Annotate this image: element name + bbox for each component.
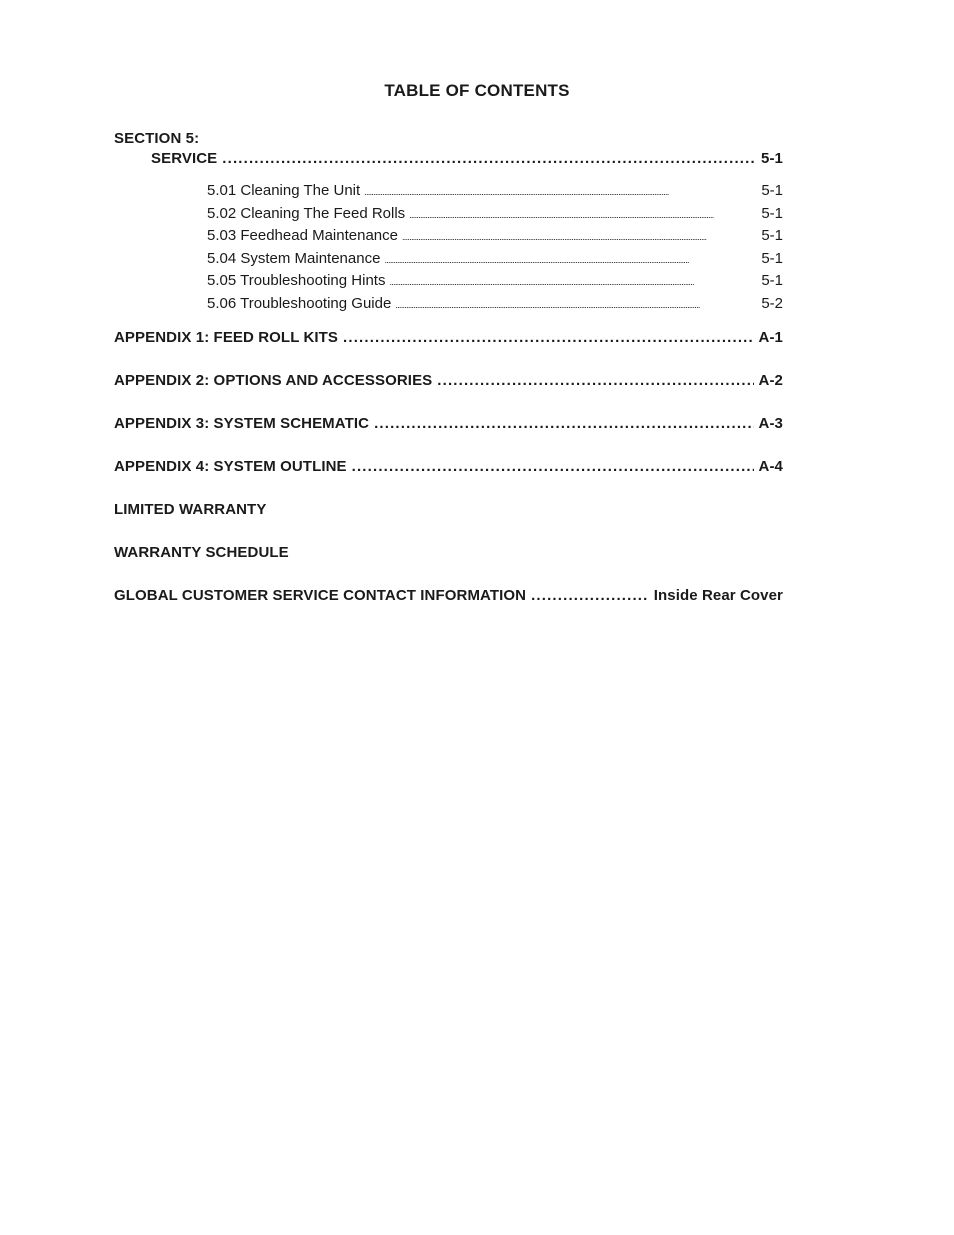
- toc-entry-5-01[interactable]: [207, 182, 783, 199]
- toc-leader-dots: [384, 255, 757, 265]
- toc-entry-page: 5-1: [761, 150, 783, 167]
- toc-entry-5-05[interactable]: [207, 272, 783, 289]
- toc-leader-dots: [364, 187, 757, 197]
- toc-leader-dots: [374, 415, 753, 432]
- toc-leader-dots: [402, 232, 757, 242]
- toc-entry-5-04[interactable]: [207, 250, 783, 267]
- toc-entry-label: 5.02 Cleaning The Feed Rolls: [207, 205, 406, 222]
- toc-entry-label: 5.03 Feedhead Maintenance: [207, 227, 398, 244]
- toc-entry-label: 5.06 Troubleshooting Guide: [207, 295, 392, 312]
- toc-entry-5-06[interactable]: [207, 295, 783, 312]
- toc-entry-appendix-3[interactable]: [114, 415, 783, 432]
- toc-entry-page: 5-2: [761, 295, 783, 312]
- toc-entry-5-02[interactable]: [207, 205, 783, 222]
- toc-entry-appendix-1[interactable]: [114, 329, 783, 346]
- toc-leader-dots: [437, 372, 753, 389]
- toc-entry-page: 5-1: [761, 272, 783, 289]
- toc-entry-service[interactable]: [151, 150, 783, 167]
- toc-entry-label: APPENDIX 2: OPTIONS AND ACCESSORIES: [114, 372, 433, 389]
- toc-section-5-heading: SECTION 5:: [114, 130, 200, 147]
- toc-entry-page: A-2: [758, 372, 783, 389]
- toc-entry-label: 5.04 System Maintenance: [207, 250, 381, 267]
- toc-entry-page: A-1: [758, 329, 783, 346]
- toc-entry-page: 5-1: [761, 182, 783, 199]
- toc-entry-page: 5-1: [761, 250, 783, 267]
- toc-entry-warranty-schedule[interactable]: WARRANTY SCHEDULE: [114, 544, 289, 561]
- toc-leader-dots: [222, 150, 756, 167]
- toc-entry-label: GLOBAL CUSTOMER SERVICE CONTACT INFORMATION: [114, 587, 527, 604]
- toc-leader-dots: [409, 210, 757, 220]
- toc-leader-dots: [395, 300, 757, 310]
- toc-entry-appendix-4[interactable]: [114, 458, 783, 475]
- toc-entry-5-03[interactable]: [207, 227, 783, 244]
- toc-leader-dots: [352, 458, 754, 475]
- toc-entry-page: A-3: [758, 415, 783, 432]
- toc-entry-label: APPENDIX 1: FEED ROLL KITS: [114, 329, 339, 346]
- toc-entry-page: 5-1: [761, 205, 783, 222]
- toc-entry-limited-warranty[interactable]: LIMITED WARRANTY: [114, 501, 267, 518]
- toc-entry-global-contact[interactable]: [114, 587, 783, 604]
- toc-entry-page: Inside Rear Cover: [653, 587, 783, 604]
- toc-leader-dots: [389, 277, 757, 287]
- toc-entry-label: APPENDIX 3: SYSTEM SCHEMATIC: [114, 415, 370, 432]
- toc-leader-dots: [343, 329, 753, 346]
- toc-entry-appendix-2[interactable]: [114, 372, 783, 389]
- toc-entry-label: SERVICE: [151, 150, 218, 167]
- toc-entry-label: 5.01 Cleaning The Unit: [207, 182, 361, 199]
- toc-entry-label: APPENDIX 4: SYSTEM OUTLINE: [114, 458, 347, 475]
- toc-entry-page: A-4: [758, 458, 783, 475]
- toc-entry-label: 5.05 Troubleshooting Hints: [207, 272, 386, 289]
- toc-leader-dots: [531, 587, 649, 604]
- page-title: TABLE OF CONTENTS: [384, 81, 570, 100]
- toc-entry-page: 5-1: [761, 227, 783, 244]
